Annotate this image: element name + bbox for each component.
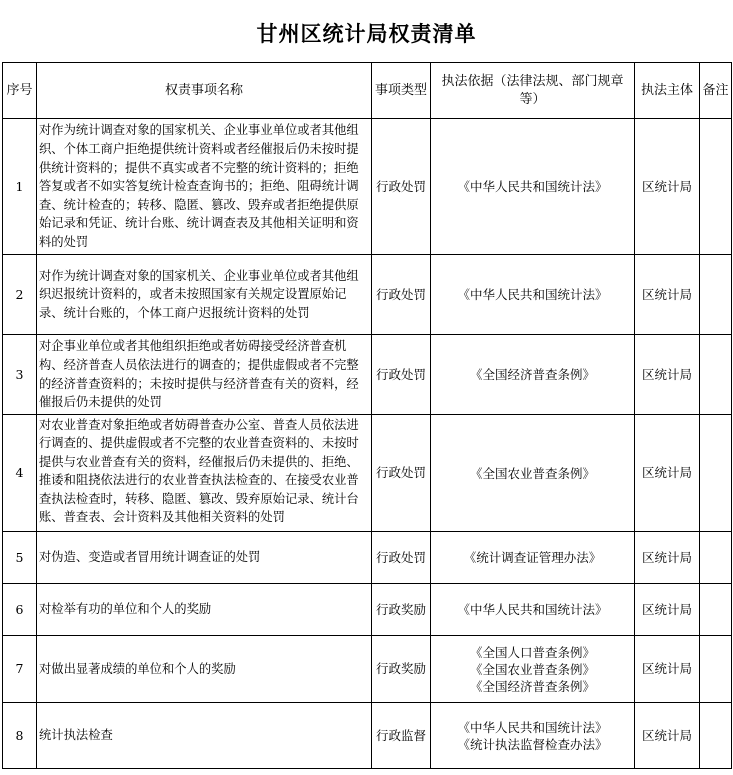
row-remark (700, 415, 732, 532)
table-row (3, 415, 732, 532)
row-remark (700, 532, 732, 584)
row-remark (700, 255, 732, 335)
row-type: 行政处罚 (372, 415, 431, 532)
row-basis (431, 415, 635, 532)
responsibility-table (2, 62, 732, 769)
basis-line: 《全国经济普查条例》 (469, 367, 595, 382)
basis-line: 《中华人民共和国统计法》 (457, 602, 608, 617)
row-subject: 区统计局 (635, 255, 700, 335)
row-name (37, 415, 372, 532)
table-row (3, 636, 732, 703)
row-name: 对做出显著成绩的单位和个人的奖励 (37, 636, 372, 703)
basis-line: 《全国农业普查条例》 (469, 661, 595, 677)
row-basis (431, 335, 635, 415)
row-name: 对作为统计调查对象的国家机关、企业事业单位或者其他组织迟报统计资料的，或者未按照国家有关规定设置原始记录、统计台账的，个体工商户迟报统计资料的处罚 (37, 255, 372, 335)
row-type: 行政处罚 (372, 255, 431, 335)
row-type: 行政处罚 (372, 532, 431, 584)
row-type: 行政处罚 (372, 335, 431, 415)
row-basis (431, 584, 635, 636)
basis-line: 《全国经济普查条例》 (469, 678, 595, 694)
table-row (3, 532, 732, 584)
row-subject: 区统计局 (635, 703, 700, 769)
row-remark (700, 636, 732, 703)
row-no: 2 (3, 255, 37, 335)
header-basis: 执法依据（法律法规、部门规章等） (431, 63, 635, 119)
basis-line: 《统计调查证管理办法》 (463, 550, 602, 565)
table-row (3, 119, 732, 255)
row-subject: 区统计局 (635, 532, 700, 584)
header-subject: 执法主体 (635, 63, 700, 119)
row-no: 6 (3, 584, 37, 636)
basis-line: 《中华人民共和国统计法》 (457, 719, 608, 735)
row-no: 5 (3, 532, 37, 584)
row-remark (700, 703, 732, 769)
row-name: 统计执法检查 (37, 703, 372, 769)
table-row (3, 584, 732, 636)
row-subject: 区统计局 (635, 636, 700, 703)
row-basis (431, 703, 635, 769)
basis-line: 《中华人民共和国统计法》 (457, 179, 608, 194)
row-remark (700, 335, 732, 415)
row-subject: 区统计局 (635, 415, 700, 532)
row-name-text: 对农业普查对象拒绝或者妨碍普查办公室、普查人员依法进行调查的、提供虚假或者不完整的农业普查资料的、未按时提供与农业普查有关的资料，经催报后仍未提供的、拒绝、推诿和阻挠依法进行的农业普查执法检查的、在接受农业普查执法检查时，转移、隐匿、篡改、毁弃原始记录、统计台账、普查表、会计资料及其他相关资料的处罚 (39, 417, 359, 525)
table-row (3, 255, 732, 335)
row-type: 行政监督 (372, 703, 431, 769)
row-subject: 区统计局 (635, 119, 700, 255)
table-row (3, 703, 732, 769)
header-remark: 备注 (700, 63, 732, 119)
page-title: 甘州区统计局权责清单 (256, 21, 477, 46)
row-remark (700, 584, 732, 636)
basis-line: 《中华人民共和国统计法》 (457, 287, 608, 302)
row-subject: 区统计局 (635, 335, 700, 415)
row-basis (431, 636, 635, 703)
header-name: 权责事项名称 (37, 63, 372, 119)
row-name: 对作为统计调查对象的国家机关、企业事业单位或者其他组织、个体工商户拒绝提供统计资料或者经催报后仍未按时提供统计资料的；提供不真实或者不完整的统计资料的；拒绝答复或者不如实答复统计检查查询书的；拒绝、阻碍统计调查、统计检查的；转移、隐匿、篡改、毁弃或者拒绝提供原始记录和凭证、统计台账、统计调查表及其他相关证明和资料的处罚 (37, 119, 372, 255)
row-subject: 区统计局 (635, 584, 700, 636)
row-type: 行政奖励 (372, 636, 431, 703)
row-no: 4 (3, 415, 37, 532)
row-name: 对检举有功的单位和个人的奖励 (37, 584, 372, 636)
table-header-row (3, 63, 732, 119)
row-no: 8 (3, 703, 37, 769)
header-no: 序号 (3, 63, 37, 119)
row-no: 7 (3, 636, 37, 703)
row-name: 对企事业单位或者其他组织拒绝或者妨碍接受经济普查机构、经济普查人员依法进行的调查的；提供虚假或者不完整的经济普查资料的；未按时提供与经济普查有关的资料，经催报后仍未提供的处罚 (37, 335, 372, 415)
row-no: 1 (3, 119, 37, 255)
row-type: 行政奖励 (372, 584, 431, 636)
row-remark (700, 119, 732, 255)
row-basis (431, 255, 635, 335)
basis-line: 《统计执法监督检查办法》 (457, 736, 608, 752)
header-type: 事项类型 (372, 63, 431, 119)
row-basis (431, 119, 635, 255)
row-no: 3 (3, 335, 37, 415)
row-basis (431, 532, 635, 584)
basis-line: 《全国人口普查条例》 (469, 644, 595, 660)
row-type: 行政处罚 (372, 119, 431, 255)
row-name: 对伪造、变造或者冒用统计调查证的处罚 (37, 532, 372, 584)
table-row (3, 335, 732, 415)
basis-line: 《全国农业普查条例》 (469, 465, 595, 481)
